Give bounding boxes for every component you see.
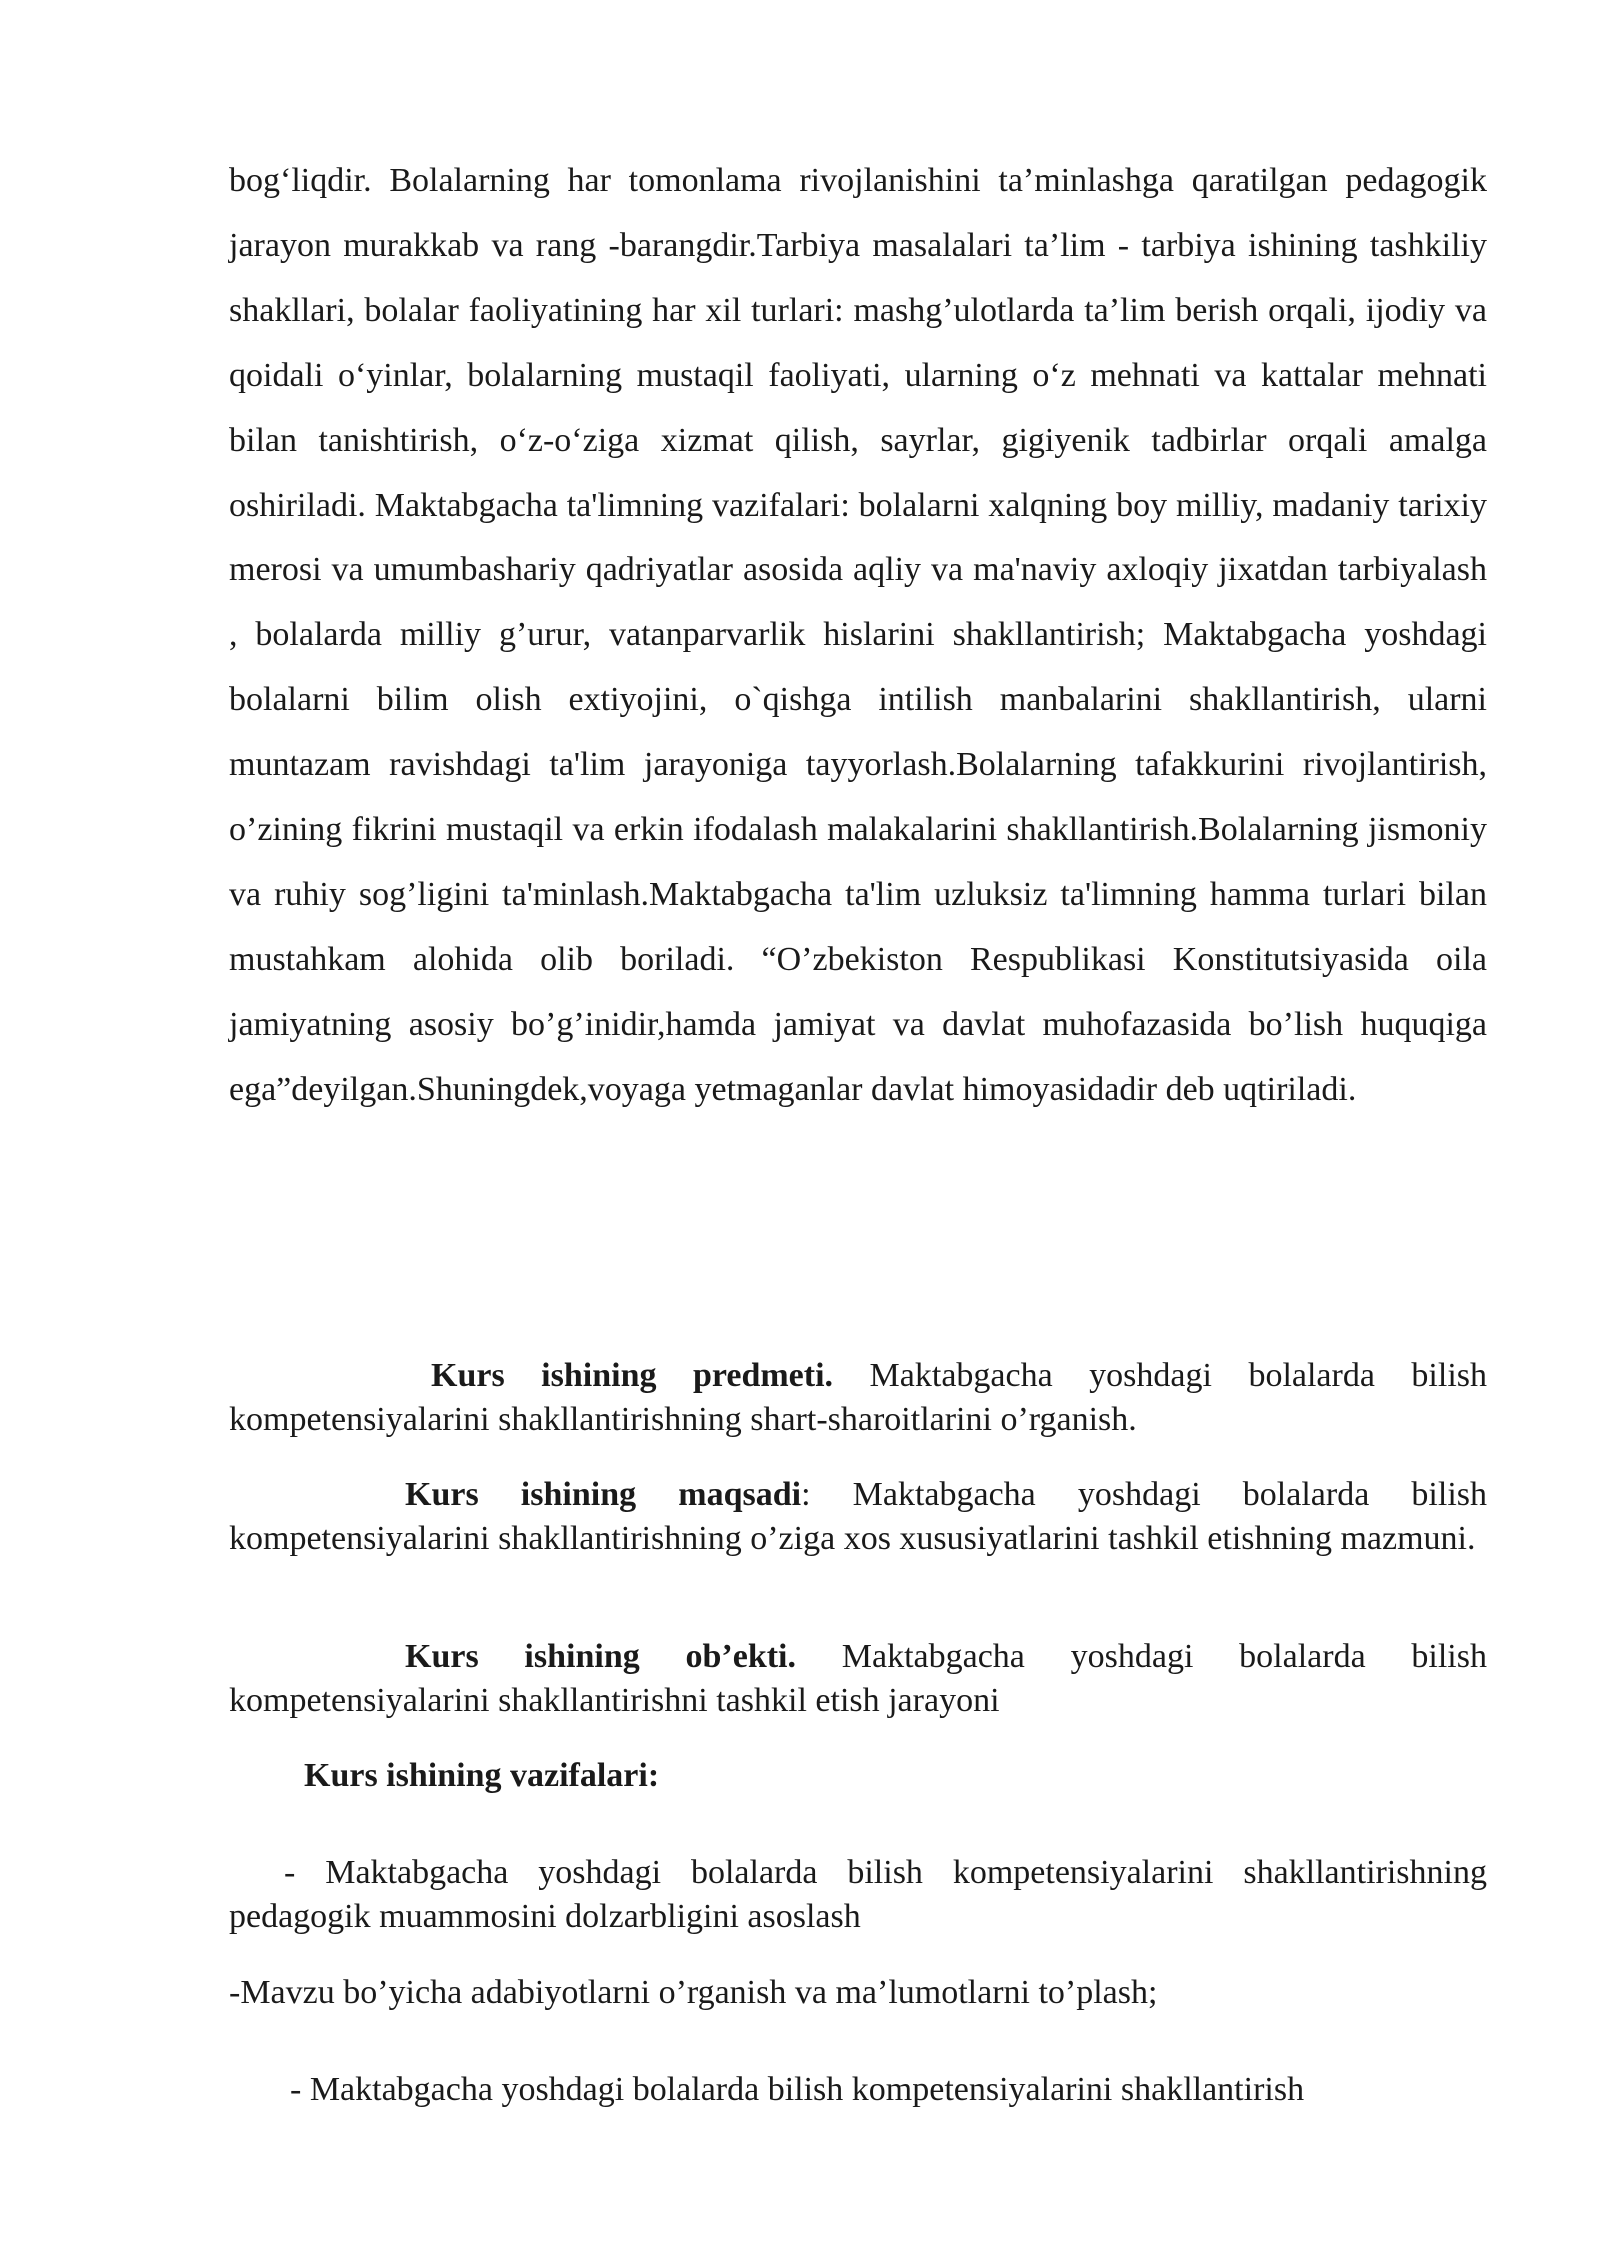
task-item: - Maktabgacha yoshdagi bolalarda bilish kompetensiyalarini shakllantirish xyxy=(290,2071,1305,2108)
vazifalar-heading: Kurs ishining vazifalari: xyxy=(304,1757,660,1794)
maqsad-text: : Maktabgacha yoshdagi bolalarda bilish kompetensiyalarini shakllantirishning o’ziga xos xususiyatlarini tashkil etishning mazmuni. xyxy=(229,1476,1487,1557)
task-item: - Maktabgacha yoshdagi bolalarda bilish kompetensiyalarini shakllantirishning pedagogik muammosini dolzarbligini asoslash xyxy=(229,1854,1487,1935)
predmet-paragraph xyxy=(229,1354,1487,1442)
obekt-text: Maktabgacha yoshdagi bolalarda bilish kompetensiyalarini shakllantirishni tashkil etish jarayoni xyxy=(229,1638,1487,1719)
maqsad-label: Kurs ishining maqsadi xyxy=(405,1476,802,1513)
predmet-label: Kurs ishining predmeti. xyxy=(431,1357,834,1394)
body-paragraph: bog‘liqdir. Bolalarning har tomonlama rivojlanishini ta’minlashga qaratilgan pedagogik jarayon murakkab va rang -barangdir.Tarbiya masalalari ta’lim - tarbiya ishining tashkiliy shakllari, bolalar faoliyatining har xil turlari: mashg’ulotlarda ta’lim berish orqali, ijodiy va qoidali o‘yinlar, bolalarning mustaqil faoliyati, ularning o‘z mehnati va kattalar mehnati bilan tanishtirish, o‘z-o‘ziga xizmat qilish, sayrlar, gigiyenik tadbirlar orqali amalga oshiriladi. Maktabgacha ta'limning vazifalari: bolalarni xalqning boy milliy, madaniy tarixiy merosi va umumbashariy qadriyatlar asosida aqliy va ma'naviy axloqiy jixatdan tarbiyalash , bolalarda milliy g’urur, vatanparvarlik hislarini shakllantirish; Maktabgacha yoshdagi bolalarni bilim olish extiyojini, o`qishga intilish manbalarini shakllantirish, ularni muntazam ravishdagi ta'lim jarayoniga tayyorlash.Bolalarning tafakkurini rivojlantirish, o’zining fikrini mustaqil va erkin ifodalash malakalarini shakllantirish.Bolalarning jismoniy va ruhiy sog’ligini ta'minlash.Maktabgacha ta'lim uzluksiz ta'limning hamma turlari bilan mustahkam alohida olib boriladi. “O’zbekiston Respublikasi Konstitutsiyasida oila jamiyatning asosiy bo’g’inidir,hamda jamiyat va davlat muhofazasida bo’lish huquqiga ega”deyilgan.Shuningdek,voyaga yetmaganlar davlat himoyasidadir deb uqtiriladi. xyxy=(229,162,1487,1108)
obekt-paragraph xyxy=(229,1635,1487,1723)
task-item: -Mavzu bo’yicha adabiyotlarni o’rganish va ma’lumotlarni to’plash; xyxy=(229,1974,1158,2011)
predmet-text: Maktabgacha yoshdagi bolalarda bilish kompetensiyalarini shakllantirishning shart-sharoitlarini o’rganish. xyxy=(229,1357,1487,1438)
maqsad-paragraph xyxy=(229,1473,1487,1561)
obekt-label: Kurs ishining ob’ekti. xyxy=(405,1638,796,1675)
